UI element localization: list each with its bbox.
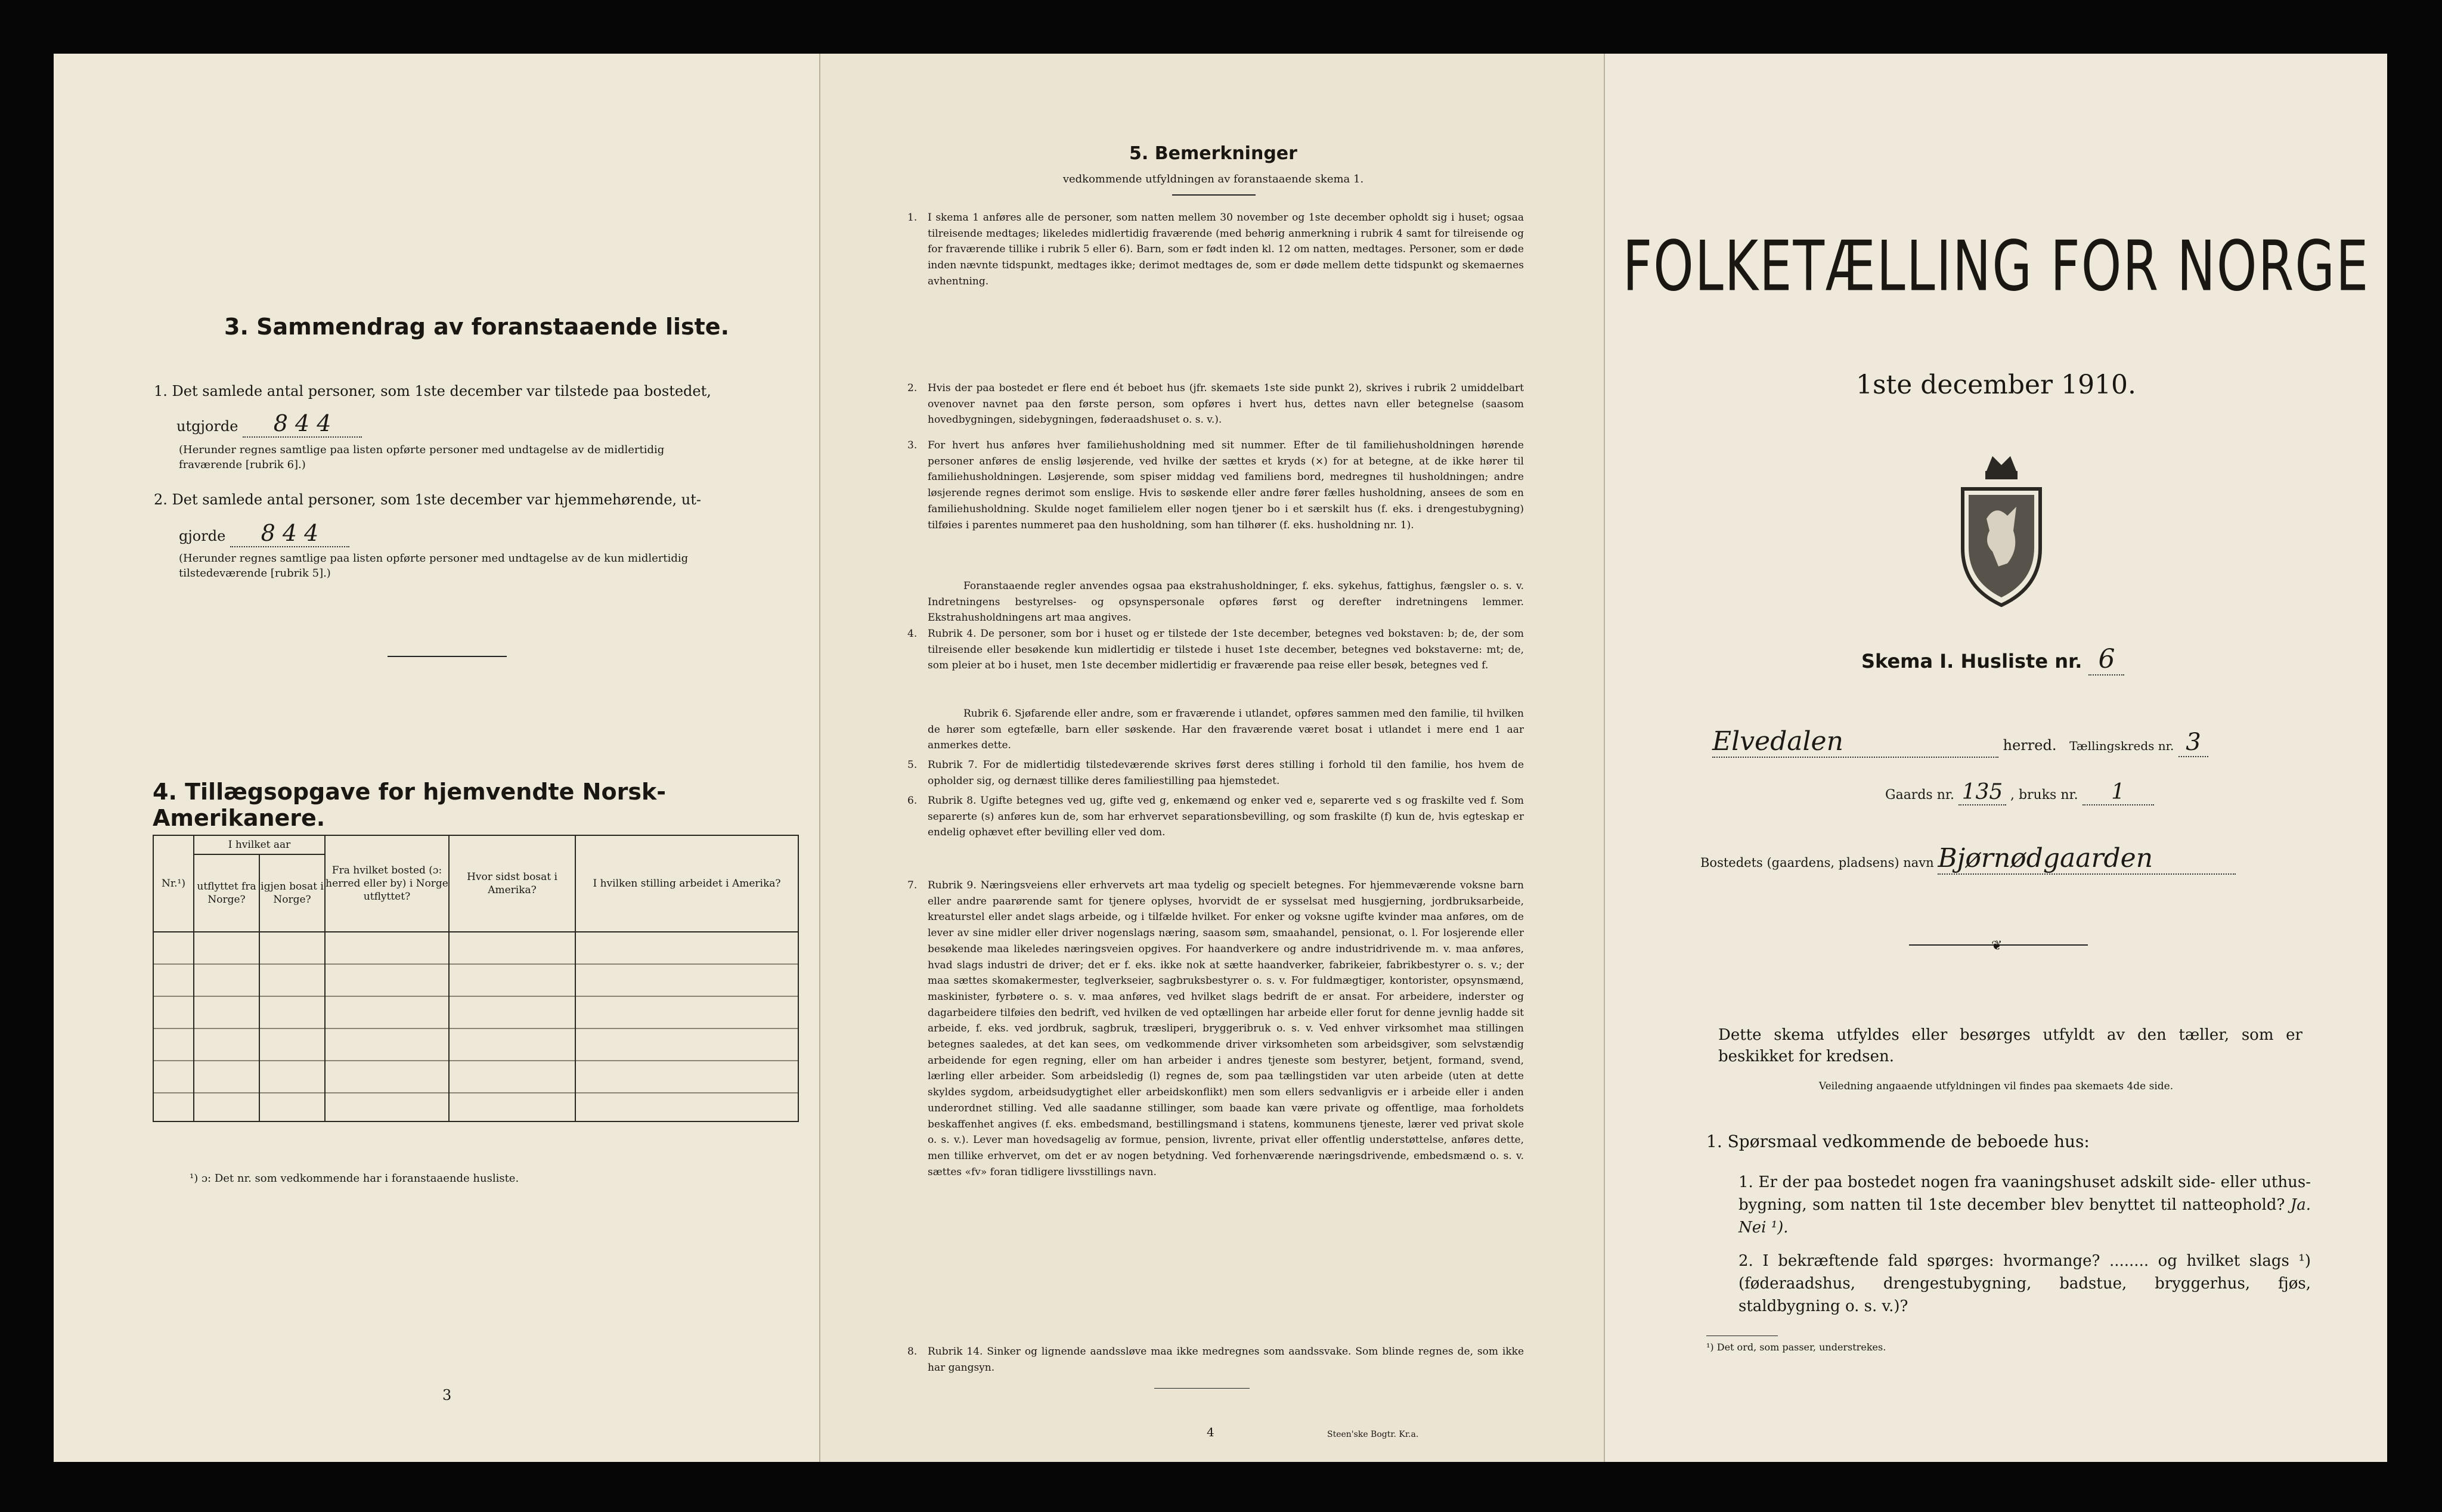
- question-heading: 1. Spørsmaal vedkommende de beboede hus:: [1706, 1132, 2090, 1151]
- remark-item: [907, 878, 1524, 1337]
- schema-label: Skema I. Husliste nr.: [1861, 650, 2082, 673]
- section4-title: 4. Tillægsopgave for hjemvendte Norsk-Amerikanere.: [153, 779, 666, 831]
- remark-text: Hvis der paa bostedet er flere end ét beboet hus (jfr. skemaets 1ste side punkt 2), skrives i rubrik 2 umiddelbart ovenover navnet paa den første person, som opføres i hvert hus, dettes navn eller betegnelse (saasom hovedbygningen, sidebygningen, føderaadshuset o. s. v.).: [928, 382, 1524, 426]
- coat-of-arms-icon: [1951, 447, 2052, 608]
- end-divider: [1154, 1388, 1250, 1389]
- remark-item: [907, 438, 1524, 575]
- remark-item: [907, 1344, 1524, 1380]
- bruks-label: , bruks nr.: [2010, 788, 2078, 803]
- gaards-label: Gaards nr.: [1885, 788, 1954, 803]
- page-middle: [819, 54, 1605, 1462]
- th-last-residence: Hvor sidst bosat i Amerika?: [449, 835, 575, 932]
- page-left: [54, 54, 819, 1462]
- remark-number: 2.: [907, 382, 918, 394]
- herred-label: herred.: [2003, 737, 2057, 754]
- question-1-answer: Ja. Nei ¹).: [1738, 1196, 2311, 1237]
- intro-text: Dette skema utfyldes eller besørges utfyldt av den tæller, som er beskikket for kredsen.: [1718, 1026, 2302, 1065]
- schema-value: 6: [2088, 644, 2124, 676]
- question-1: [1738, 1171, 2311, 1239]
- norsk-amerikanere-table: [153, 835, 799, 1122]
- remark-text: Rubrik 6. Sjøfarende eller andre, som er fraværende i utlandet, opføres sammen med den familie, til hvilken de hører som egtefælle, barn eller søskende. Har den fraværende været bosat i utlandet i mere end 1 aar anmerkes dette.: [928, 708, 1524, 752]
- item2-text: 2. Det samlede antal personer, som 1ste december var hjemmehørende, ut-: [154, 491, 701, 508]
- item2-line: [179, 520, 349, 547]
- remark-text: I skema 1 anføres alle de personer, som natten mellem 30 november og 1ste december opholdt sig i huset; ogsaa tilreisende medtages; likeledes midlertidig fraværende (med behørig anmerkning i rubrik 4 samt for tilreisende og for fraværende tillike i rubrik 5 eller 6). Barn, som er født inden kl. 12 om natten, medtages. Personer, som er døde inden nævnte tidspunkt, medtages ikke; derimot medtages de, som er døde mellem dette tidspunkt og skemaernes avhentning.: [928, 212, 1524, 287]
- schema-line: [1861, 644, 2124, 676]
- form-date: 1ste december 1910.: [1855, 370, 2137, 400]
- item2-note: (Herunder regnes samtlige paa listen opførte personer med undtagelse av de kun midlertidig tilstedeværende [rubrik 5].): [179, 552, 689, 580]
- item1-line: [176, 410, 362, 438]
- remark-text: Rubrik 7. For de midlertidig tilstedeværende skrives først deres stilling i forhold til den familie, hos hvem de opholder sig, og dernæst tillike deres familiestilling paa hjemstedet.: [928, 759, 1524, 787]
- page-number: 4: [1207, 1425, 1214, 1439]
- th-which-year: I hvilket aar: [194, 835, 325, 854]
- herred-value: Elvedalen: [1712, 726, 1998, 758]
- remark-item: [907, 380, 1524, 434]
- question-1-text: 1. Er der paa bostedet nogen fra vaaningshuset adskilt side- eller uthus-bygning, som natten til 1ste december blev benyttet til natteophold?: [1738, 1173, 2311, 1214]
- ornament-icon: ❦: [1991, 938, 2003, 953]
- item1-value: 8 4 4: [243, 410, 362, 438]
- th-from-where: Fra hvilket bosted (ɔ: herred eller by) i Norge utflyttet?: [325, 835, 449, 932]
- footnote: ¹) Det ord, som passer, understrekes.: [1706, 1341, 1886, 1353]
- remark-item: [907, 757, 1524, 791]
- section3-title: 3. Sammendrag av foranstaaende liste.: [224, 314, 730, 340]
- item1-note: (Herunder regnes samtlige paa listen opførte personer med undtagelse av de midlertidig fraværende [rubrik 6].): [179, 444, 665, 471]
- bosted-value: Bjørnødgaarden: [1938, 843, 2236, 875]
- question-2: 2. I bekræftende fald spørges: hvormange? ........ og hvilket slags ¹) (føderaadshus, drengestubygning, badstue, bryggerhus, fjøs, staldbygning o. s. v.)?: [1738, 1252, 2311, 1315]
- page-right: [1605, 54, 2387, 1462]
- remark-item: [907, 793, 1524, 870]
- remark-text: Rubrik 14. Sinker og lignende aandssløve maa ikke medregnes som aandssvake. Som blinde regnes de, som ikke har gangsyn.: [928, 1346, 1524, 1374]
- remark-number: 5.: [907, 759, 918, 771]
- page-number: 3: [442, 1387, 452, 1403]
- remark-number: 3.: [907, 439, 918, 451]
- bosted-line: [1700, 843, 2236, 875]
- remark-number: 7.: [907, 879, 918, 891]
- remark-item: [928, 578, 1524, 626]
- th-nr: Nr.¹): [153, 835, 194, 932]
- table-body: [153, 932, 798, 1121]
- th-returned: igjen bosat i Norge?: [259, 854, 325, 932]
- remark-text: Rubrik 4. De personer, som bor i huset og er tilstede der 1ste december, betegnes ved bokstaven: b; de, der som tilreisende eller besøkende kun midlertidig er tilstede i huset 1ste december, betegnes ved bokstaverne: mt; de, som pleier at bo i huset, men 1ste december midlertidig er fraværende paa reise eller besøk, betegnes ved f.: [928, 628, 1524, 672]
- district-value: 3: [2178, 729, 2208, 757]
- remarks-title: 5. Bemerkninger: [1129, 143, 1297, 164]
- remark-text: For hvert hus anføres hver familiehusholdning med sit nummer. Efter de til familiehusholdningen hørende personer anføres de enslig løsjerende, ved hvilke der sættes et kryds (×) for at betegne, at de ikke hører til familiehusholdningen. Løsjerende, som spiser middag ved familiens bord, medregnes til husholdningen; andre løsjerende regnes derimot som enslige. Hvis to søskende eller andre fører fælles husholdning, ansees de som en familiehusholdning. Skulde noget familielem eller nogen tjener bo i et særskilt hus (f. eks. i drengestubygning) tilføies i parentes nummeret paa den husholdning, som han tilhører (f. eks. husholdning nr. 1).: [928, 439, 1524, 531]
- remark-item: [907, 626, 1524, 692]
- remark-item: [928, 706, 1524, 754]
- remarks-subtitle: vedkommende utfyldningen av foranstaaende skema 1.: [1062, 173, 1364, 185]
- guide-text: Veiledning angaaende utfyldningen vil findes paa skemaets 4de side.: [1818, 1080, 2174, 1092]
- item2-value: 8 4 4: [230, 520, 349, 547]
- remark-text: Rubrik 9. Næringsveiens eller erhvervets art maa tydelig og specielt betegnes. For hjemmeværende voksne barn eller andre paarørende samt for tjenere oplyses, hvorvidt de er sysselsat med husgjerning, jordbruksarbeide, kreaturstel eller andet slags arbeide, og i tilfælde hvilket. For enker og voksne ugifte kvinder maa anføres, om de lever av sine midler eller driver nogenslags næring, saasom søm, smaahandel, pensionat, o. l. For losjerende eller besøkende maa likeledes næringsveien opgives. For haandverkere og andre industridrivende m. v. maa anføres, hvad slags industri de driver; det er f. eks. ikke nok at sætte haandverker, fabrikeier, fabrikbestyrer o. s. v.; der maa sættes skomakermester, teglverkseier, sagbruksbestyrer o. s. v. For fuldmægtiger, kontorister, opsynsmænd, maskinister, fyrbøtere o. s. v. maa anføres, ved hvilket slags bedrift de er ansat. For arbeidere, inderster og dagarbeidere tilføies den bedrift, ved hvilken de ved optællingen har arbeide eller forut for denne jevnlig hadde sit arbeide, f. eks. ved jordbruk, sagbruk, træsliperi, bryggeribruk o. s. v. Ved enhver virksomhet maa stillingen betegnes saaledes, at det kan sees, om vedkommende driver virksomheten som arbeidsgiver, som selvstændig arbeidende for egen regning, eller om han arbeider i andres tjeneste som bestyrer, betjent, formand, svend, lærling eller arbeider. Som arbeidsledig (l) regnes de, som paa tællingstiden var uten arbeide (uten at dette skyldes sygdom, arbeidsudygtighet eller arbeidskonflikt) men som ellers sedvanligvis er i arbeide eller i anden underordnet stilling. Ved alle saadanne stillinger, som baade kan være private og offentlige, maa forholdets beskaffenhet angives (f. eks. embedsmand, bestillingsmand i statens, kommunens tjeneste, lærer ved privat skole o. s. v.). Lever man hovedsagelig av formue, pension, livrente, privat eller offentlig understøttelse, anføres dette, men tillike erhvervet, om det er av nogen betydning. Ved forhenværende næringsdrivende, embedsmænd o. s. v. sættes «fv» foran tidligere livsstillings navn.: [928, 879, 1524, 1178]
- herred-line: [1712, 726, 2208, 758]
- remark-number: 6.: [907, 795, 918, 807]
- bosted-label: Bostedets (gaardens, pladsens) navn: [1700, 856, 1934, 870]
- remark-number: 8.: [907, 1346, 918, 1358]
- item1-label: utgjorde: [176, 418, 238, 435]
- remark-text: Rubrik 8. Ugifte betegnes ved ug, gifte ved g, enkemænd og enker ved e, separerte ved s og fraskilte ved f. Som separerte (s) anføres kun de, som har erhvervet separationsbevilling, og som fraskilte (f) kun de, hvis egteskap er endelig ophævet efter bevilling eller ved dom.: [928, 795, 1524, 839]
- title-divider: [1172, 194, 1256, 196]
- gaards-value: 135: [1958, 780, 2006, 805]
- gaards-line: [1885, 780, 2154, 805]
- item2-label: gjorde: [179, 528, 226, 544]
- footnote: ¹) ɔ: Det nr. som vedkommende har i foranstaaende husliste.: [190, 1172, 519, 1185]
- printer-mark: Steen'ske Bogtr. Kr.a.: [1327, 1430, 1419, 1439]
- remark-text: Foranstaaende regler anvendes ogsaa paa ekstrahusholdninger, f. eks. sykehus, fattighus, fængsler o. s. v. Indretningens bestyrelses- og opsynspersonale opføres først og derefter indretningens lemmer. Ekstrahusholdningens art maa angives.: [928, 580, 1524, 624]
- item1-text: 1. Det samlede antal personer, som 1ste december var tilstede paa bostedet,: [154, 383, 711, 399]
- divider: [388, 656, 507, 657]
- bruks-value: 1: [2082, 780, 2154, 805]
- th-emigrated: utflyttet fra Norge?: [194, 854, 259, 932]
- district-label: Tællingskreds nr.: [2069, 739, 2174, 753]
- remark-number: 4.: [907, 628, 918, 640]
- remark-number: 1.: [907, 212, 918, 224]
- form-title: FOLKETÆLLING FOR NORGE: [1622, 227, 2370, 307]
- remark-item: [907, 210, 1524, 329]
- th-occupation: I hvilken stilling arbeidet i Amerika?: [575, 835, 798, 932]
